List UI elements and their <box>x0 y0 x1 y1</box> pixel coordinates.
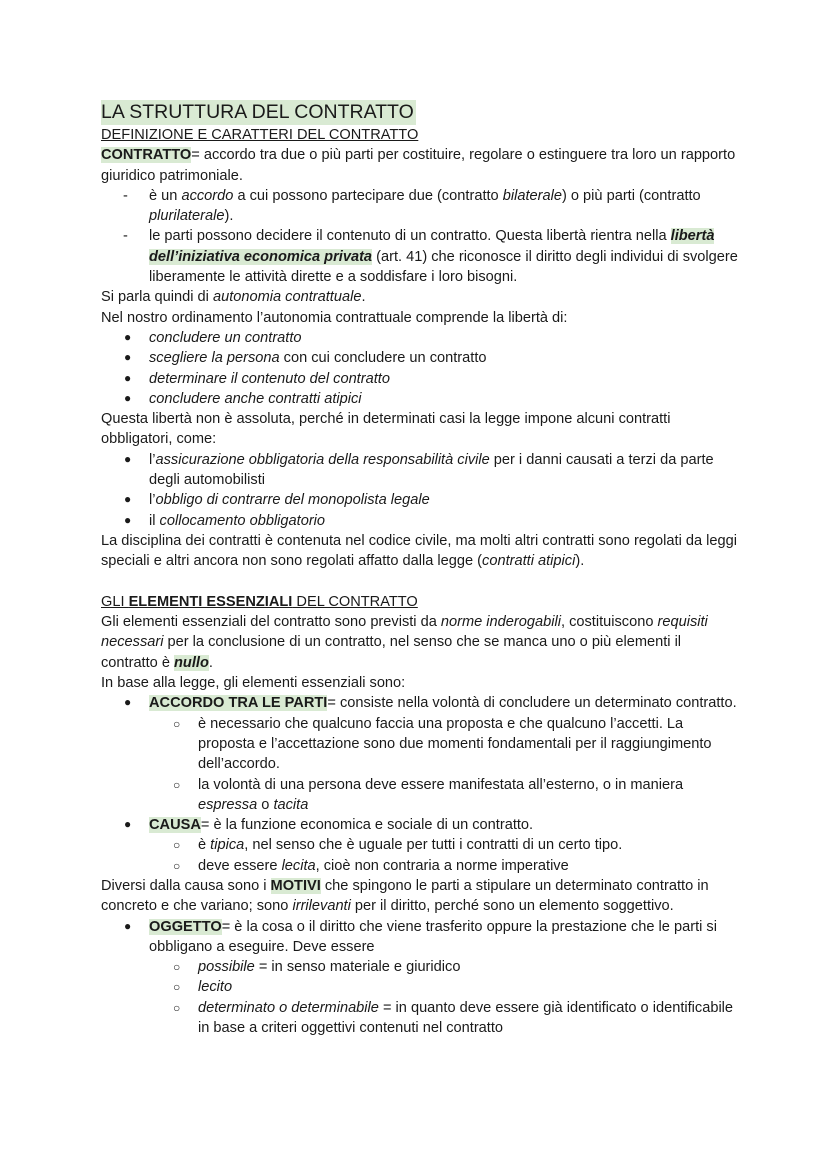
bullet-item-causa: ● CAUSA= è la funzione economica e sociale di un contratto. <box>124 817 534 834</box>
term-oggetto: OGGETTO <box>149 918 222 935</box>
definition-contratto: CONTRATTO= accordo tra due o più parti per costituire, regolare o estinguere tra loro un rapporto giuridico patrimoniale. <box>101 147 736 184</box>
dash-marker: - <box>123 187 128 204</box>
dash-item-accordo: - è un accordo a cui possono partecipare due (contratto bilaterale) o più parti (contratto plurilaterale). <box>123 187 701 225</box>
term-causa: CAUSA <box>149 817 201 834</box>
dash-marker: - <box>123 228 128 245</box>
paragraph-elementi-essenziali: Gli elementi essenziali del contratto sono previsti da norme inderogabili, costituiscono requisiti necessari per la conclusione di un contratto, nel senso che se manca uno o più elementi il contratto è nullo. <box>101 614 708 671</box>
paragraph-autonomia: Si parla quindi di autonomia contrattuale. <box>101 289 366 306</box>
bullet-item-oggetto: ● OGGETTO= è la cosa o il diritto che viene trasferito oppure la prestazione che le parti si obbligano a eseguire. Deve essere <box>124 918 717 955</box>
paragraph-liberta-non-assoluta: Questa libertà non è assoluta, perché in determinati casi la legge impone alcuni contratti obbligatori, come: <box>101 411 671 448</box>
paragraph-ordinamento: Nel nostro ordinamento l’autonomia contrattuale comprende la libertà di: <box>101 309 568 326</box>
bullet-item-scegliere: ● scegliere la persona con cui concludere un contratto <box>124 350 487 367</box>
highlight-liberta: libertà dell’iniziativa economica privata <box>149 228 715 265</box>
section-heading-definizione: DEFINIZIONE E CARATTERI DEL CONTRATTO <box>101 127 419 143</box>
sub-item-volonta: ○ la volontà di una persona deve essere manifestata all’esterno, o in maniera espressa o tacita <box>173 776 684 813</box>
paragraph-motivi: Diversi dalla causa sono i MOTIVI che spingono le parti a stipulare un determinato contratto in concreto e che variano; sono irrilevanti per il diritto, perché sono un elemento soggettivo. <box>101 877 709 915</box>
bullet-item-monopolista: ● l’obbligo di contrarre del monopolista legale <box>124 492 430 509</box>
sub-item-lecita: ○ deve essere lecita, cioè non contraria a norme imperative <box>173 857 569 874</box>
bullet-item-determinare: ● determinare il contenuto del contratto <box>124 370 390 387</box>
bullet-item-accordo-parti: ● ACCORDO TRA LE PARTI= consiste nella volontà di concludere un determinato contratto. <box>124 695 737 712</box>
bullet-item-concludere: ● concludere un contratto <box>124 329 302 346</box>
bullet-item-atipici: ● concludere anche contratti atipici <box>124 390 362 407</box>
term-contratto: CONTRATTO <box>101 147 192 164</box>
document-body <box>101 100 741 1038</box>
bullet-item-collocamento: ● il collocamento obbligatorio <box>124 512 326 529</box>
bullet-item-assicurazione: ● l’assicurazione obbligatoria della responsabilità civile per i danni causati a terzi da parte degli automobilisti <box>124 451 714 489</box>
sub-item-possibile: ○ possibile = in senso materiale e giuridico <box>173 959 461 976</box>
sub-item-tipica: ○ è tipica, nel senso che è uguale per tutti i contratti di un certo tipo. <box>173 837 623 854</box>
term-accordo: ACCORDO TRA LE PARTI <box>149 695 328 712</box>
sub-item-determinato: ○ determinato o determinabile = in quanto deve essere già identificato o identificabile in base a criteri oggettivi contenuti nel contratto <box>173 999 734 1037</box>
sub-item-lecito: ○ lecito <box>173 979 233 996</box>
paragraph-base-legge: In base alla legge, gli elementi essenziali sono: <box>101 675 406 692</box>
term-motivi: MOTIVI <box>270 877 321 894</box>
sub-item-proposta: ○ è necessario che qualcuno faccia una proposta e che qualcuno l’accetti. La proposta e l’accettazione sono due momenti fondamentali per il raggiungimento dell’accordo. <box>173 715 712 773</box>
dash-item-contenuto: - le parti possono decidere il contenuto di un contratto. Questa libertà rientra nella libertà dell’iniziativa economica privata (art. 41) che riconosce il diritto degli individui di svolgere liberamente le attività dirette e a soddisfare i loro bisogni. <box>123 228 738 286</box>
page-title: LA STRUTTURA DEL CONTRATTO <box>101 101 414 123</box>
spacer <box>101 572 741 592</box>
paragraph-disciplina: La disciplina dei contratti è contenuta nel codice civile, ma molti altri contratti sono regolati da leggi speciali e altri ancora non sono regolati affatto dalla legge (contratti atipici). <box>101 532 737 570</box>
highlight-nullo: nullo <box>174 654 209 671</box>
section-heading-elementi: GLI ELEMENTI ESSENZIALI DEL CONTRATTO <box>101 593 418 610</box>
